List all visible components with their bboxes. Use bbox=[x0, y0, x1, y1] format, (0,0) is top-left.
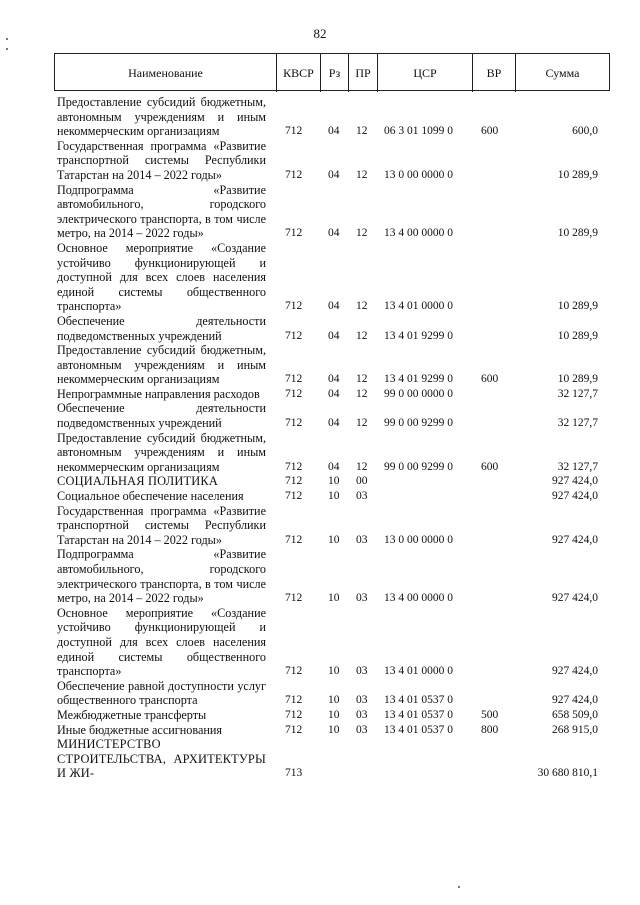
cell-pr: 03 bbox=[356, 592, 368, 605]
cell-pr: 12 bbox=[356, 227, 368, 240]
row-name: СОЦИАЛЬНАЯ ПОЛИТИКА bbox=[57, 474, 218, 489]
cell-kvsr: 712 bbox=[285, 417, 303, 430]
cell-rz: 04 bbox=[328, 460, 340, 473]
cell-sum: 30 680 810,1 bbox=[537, 767, 598, 780]
cell-csr: 13 4 01 9299 0 bbox=[384, 329, 453, 342]
row-name: Подпрограмма «Развитие автомобильного, городского электрического транспорта, в том числе метро, на 2014 – 2022 годы» bbox=[57, 547, 266, 606]
row-name: Обеспечение деятельности подведомственных учреждений bbox=[57, 313, 266, 343]
cell-sum: 927 424,0 bbox=[552, 592, 598, 605]
cell-sum: 927 424,0 bbox=[552, 490, 598, 503]
table-row bbox=[57, 679, 610, 708]
cell-rz: 10 bbox=[328, 533, 340, 546]
cell-kvsr: 713 bbox=[285, 767, 303, 780]
cell-pr: 03 bbox=[356, 723, 368, 736]
cell-sum: 10 289,9 bbox=[557, 300, 598, 313]
cell-pr: 12 bbox=[356, 417, 368, 430]
scan-speck bbox=[6, 38, 8, 40]
cell-rz: 04 bbox=[328, 300, 340, 313]
cell-rz: 10 bbox=[328, 490, 340, 503]
scan-speck bbox=[458, 886, 460, 888]
table-row bbox=[57, 314, 610, 343]
cell-rz: 04 bbox=[328, 373, 340, 386]
table-header bbox=[54, 53, 610, 91]
cell-rz: 10 bbox=[328, 665, 340, 678]
header-sum: Сумма bbox=[545, 65, 580, 80]
table-row bbox=[57, 504, 610, 548]
cell-pr: 12 bbox=[356, 460, 368, 473]
cell-pr: 12 bbox=[356, 125, 368, 138]
cell-rz: 04 bbox=[328, 417, 340, 430]
header-pr: ПР bbox=[349, 54, 378, 92]
cell-kvsr: 712 bbox=[285, 708, 303, 721]
cell-pr: 12 bbox=[356, 168, 368, 181]
table-body bbox=[57, 95, 610, 781]
cell-pr: 12 bbox=[356, 387, 368, 400]
cell-sum: 10 289,9 bbox=[557, 168, 598, 181]
cell-kvsr: 712 bbox=[285, 694, 303, 707]
cell-rz: 04 bbox=[328, 168, 340, 181]
table-row bbox=[57, 737, 610, 781]
cell-kvsr: 712 bbox=[285, 460, 303, 473]
table-row bbox=[57, 723, 610, 738]
table-row bbox=[57, 708, 610, 723]
cell-kvsr: 712 bbox=[285, 227, 303, 240]
row-name: Иные бюджетные ассигнования bbox=[57, 722, 223, 737]
cell-csr: 06 3 01 1099 0 bbox=[384, 125, 453, 138]
cell-kvsr: 712 bbox=[285, 533, 303, 546]
cell-pr: 03 bbox=[356, 490, 368, 503]
cell-csr: 13 4 01 0537 0 bbox=[384, 694, 453, 707]
cell-kvsr: 712 bbox=[285, 300, 303, 313]
cell-pr: 03 bbox=[356, 694, 368, 707]
table-row bbox=[57, 241, 610, 314]
cell-rz: 10 bbox=[328, 592, 340, 605]
cell-pr: 03 bbox=[356, 665, 368, 678]
cell-sum: 658 509,0 bbox=[552, 708, 598, 721]
cell-sum: 32 127,7 bbox=[557, 460, 598, 473]
table-row bbox=[57, 183, 610, 241]
cell-kvsr: 712 bbox=[285, 665, 303, 678]
cell-kvsr: 712 bbox=[285, 125, 303, 138]
row-name: Обеспечение деятельности подведомственных учреждений bbox=[57, 401, 266, 431]
cell-csr: 13 4 01 0537 0 bbox=[384, 723, 453, 736]
cell-csr: 99 0 00 0000 0 bbox=[384, 387, 453, 400]
table-row bbox=[57, 401, 610, 430]
cell-rz: 10 bbox=[328, 475, 340, 488]
cell-sum: 927 424,0 bbox=[552, 475, 598, 488]
table-row bbox=[57, 606, 610, 679]
cell-csr: 99 0 00 9299 0 bbox=[384, 417, 453, 430]
header-vr: ВР bbox=[473, 54, 516, 92]
cell-kvsr: 712 bbox=[285, 168, 303, 181]
cell-vr: 600 bbox=[481, 125, 499, 138]
row-name: Подпрограмма «Развитие автомобильного, городского электрического транспорта, в том числе метро, на 2014 – 2022 годы» bbox=[57, 182, 266, 241]
cell-kvsr: 712 bbox=[285, 475, 303, 488]
cell-kvsr: 712 bbox=[285, 329, 303, 342]
cell-rz: 04 bbox=[328, 227, 340, 240]
table-row bbox=[57, 489, 610, 504]
cell-csr: 13 0 00 0000 0 bbox=[384, 168, 453, 181]
cell-csr: 13 4 00 0000 0 bbox=[384, 592, 453, 605]
cell-vr: 600 bbox=[481, 373, 499, 386]
table-row bbox=[57, 387, 610, 402]
table-row bbox=[57, 139, 610, 183]
cell-rz: 10 bbox=[328, 694, 340, 707]
cell-csr: 99 0 00 9299 0 bbox=[384, 460, 453, 473]
header-rz: Рз bbox=[321, 54, 349, 92]
cell-kvsr: 712 bbox=[285, 387, 303, 400]
row-name: Обеспечение равной доступности услуг общественного транспорта bbox=[57, 678, 266, 708]
cell-kvsr: 712 bbox=[285, 723, 303, 736]
cell-sum: 927 424,0 bbox=[552, 694, 598, 707]
page-number: 82 bbox=[313, 26, 327, 41]
cell-kvsr: 712 bbox=[285, 592, 303, 605]
cell-sum: 927 424,0 bbox=[552, 533, 598, 546]
row-name: Социальное обеспечение населения bbox=[57, 489, 244, 504]
cell-sum: 10 289,9 bbox=[557, 373, 598, 386]
cell-sum: 32 127,7 bbox=[557, 417, 598, 430]
cell-rz: 04 bbox=[328, 329, 340, 342]
cell-pr: 12 bbox=[356, 329, 368, 342]
cell-vr: 500 bbox=[481, 708, 499, 721]
header-kvsr: КВСР bbox=[277, 54, 321, 92]
cell-pr: 12 bbox=[356, 300, 368, 313]
row-name: Государственная программа «Развитие транспортной системы Республики Татарстан на 2014 – 2022 годы» bbox=[57, 503, 266, 547]
row-name: Предоставление субсидий бюджетным, автономным учреждениям и иным некоммерческим организациям bbox=[57, 343, 266, 387]
header-csr: ЦСР bbox=[378, 54, 473, 92]
row-name: МИНИСТЕРСТВО СТРОИТЕЛЬСТВА, АРХИТЕКТУРЫ И ЖИ- bbox=[57, 737, 266, 781]
cell-rz: 10 bbox=[328, 708, 340, 721]
cell-csr: 13 4 01 0537 0 bbox=[384, 708, 453, 721]
cell-pr: 00 bbox=[356, 475, 368, 488]
cell-sum: 927 424,0 bbox=[552, 665, 598, 678]
cell-csr: 13 4 00 0000 0 bbox=[384, 227, 453, 240]
header-name: Наименование bbox=[55, 54, 277, 92]
scan-speck bbox=[6, 48, 8, 50]
cell-sum: 32 127,7 bbox=[557, 387, 598, 400]
row-name: Непрограммные направления расходов bbox=[57, 386, 260, 401]
cell-rz: 04 bbox=[328, 125, 340, 138]
cell-sum: 10 289,9 bbox=[557, 329, 598, 342]
cell-csr: 13 4 01 9299 0 bbox=[384, 373, 453, 386]
cell-sum: 268 915,0 bbox=[552, 723, 598, 736]
cell-rz: 04 bbox=[328, 387, 340, 400]
table-row bbox=[57, 343, 610, 387]
cell-vr: 800 bbox=[481, 723, 499, 736]
row-name: Предоставление субсидий бюджетным, автономным учреждениям и иным некоммерческим организациям bbox=[57, 95, 266, 139]
row-name: Государственная программа «Развитие транспортной системы Республики Татарстан на 2014 – 2022 годы» bbox=[57, 138, 266, 182]
cell-rz: 10 bbox=[328, 723, 340, 736]
cell-vr: 600 bbox=[481, 460, 499, 473]
row-name: Межбюджетные трансферты bbox=[57, 707, 207, 722]
cell-sum: 600,0 bbox=[572, 125, 598, 138]
cell-sum: 10 289,9 bbox=[557, 227, 598, 240]
row-name: Основное мероприятие «Создание устойчиво функционирующей и доступной для всех слоев населения единой системы общественного транспорта» bbox=[57, 240, 266, 314]
cell-csr: 13 4 01 0000 0 bbox=[384, 665, 453, 678]
cell-kvsr: 712 bbox=[285, 373, 303, 386]
row-name: Основное мероприятие «Создание устойчиво функционирующей и доступной для всех слоев населения единой системы общественного транспорта» bbox=[57, 605, 266, 679]
cell-pr: 03 bbox=[356, 708, 368, 721]
table-row bbox=[57, 474, 610, 489]
row-name: Предоставление субсидий бюджетным, автономным учреждениям и иным некоммерческим организациям bbox=[57, 430, 266, 474]
cell-kvsr: 712 bbox=[285, 490, 303, 503]
cell-csr: 13 0 00 0000 0 bbox=[384, 533, 453, 546]
cell-pr: 12 bbox=[356, 373, 368, 386]
table-row bbox=[57, 431, 610, 475]
cell-pr: 03 bbox=[356, 533, 368, 546]
cell-csr: 13 4 01 0000 0 bbox=[384, 300, 453, 313]
table-row bbox=[57, 95, 610, 139]
table-row bbox=[57, 547, 610, 605]
